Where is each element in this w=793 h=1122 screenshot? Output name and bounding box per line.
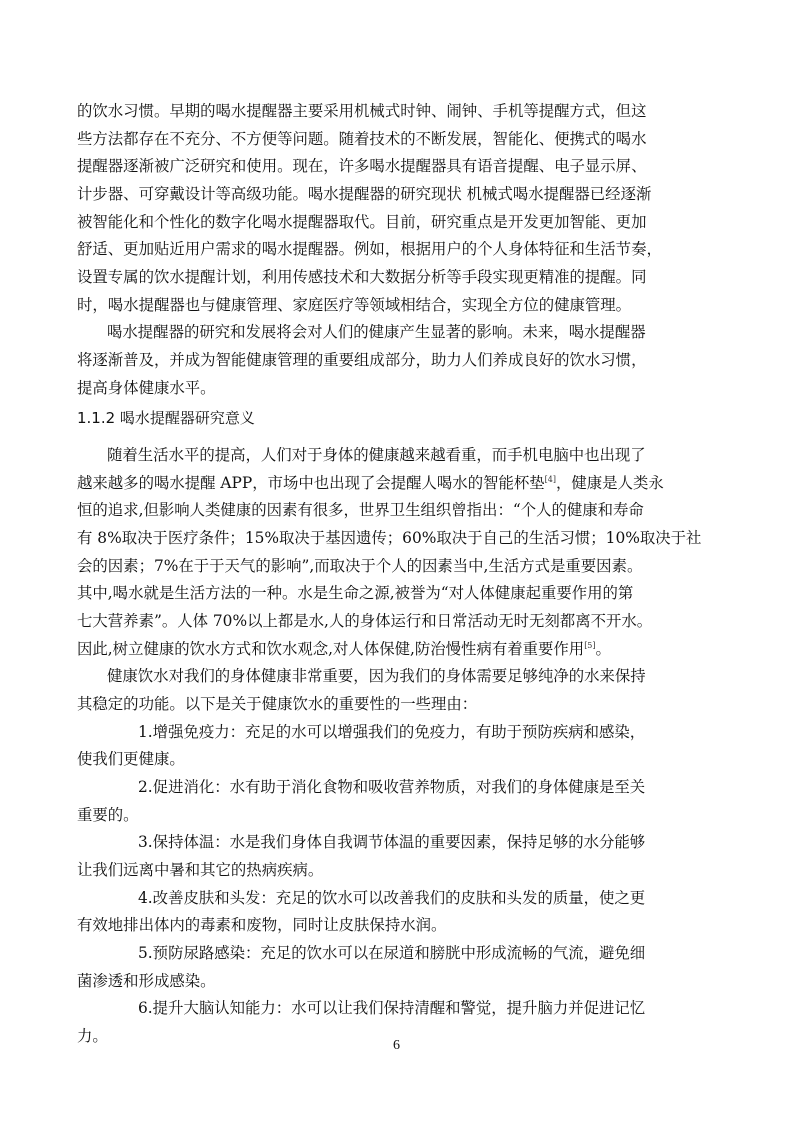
list-item-line: 力。 [77,1027,108,1045]
paragraph-line: 被智能化和个性化的数字化喝水提醒器取代。目前，研究重点是开发更加智能、更加 [77,213,647,231]
paragraph-line: 提高身体健康水平。 [77,379,216,397]
paragraph-line: 会的因素；7%在于于天气的影响”,而取决于个人的因素当中,生活方式是重要因素。 [77,557,643,575]
line-text: ，健康是人类永 [556,474,664,492]
paragraph-line: 七大营养素”。人体 70%以上都是水,人的身体运行和日常活动无时无刻都离不开水。 [77,612,653,630]
list-item-line: 有效地排出体内的毒素和废物，同时让皮肤保持水润。 [77,916,447,934]
paragraph-line [77,473,664,493]
paragraph-line: 有 8%取决于医疗条件；15%取决于基因遗传；60%取决于自己的生活习惯；10%取决于社 [77,529,702,547]
line-text: 因此,树立健康的饮水方式和饮水观念,对人体保健,防治慢性病有着重要作用 [77,640,585,658]
paragraph-line: 时，喝水提醒器也与健康管理、家庭医疗等领域相结合，实现全方位的健康管理。 [77,296,632,314]
paragraph-line: 其稳定的功能。以下是关于健康饮水的重要性的一些理由： [77,695,478,713]
list-item-line: 重要的。 [77,806,139,824]
paragraph-line: 设置专属的饮水提醒计划，利用传感技术和大数据分析等手段实现更精准的提醒。同 [77,268,647,286]
list-item-line: 菌渗透和形成感染。 [77,972,216,990]
list-item-line: 使我们更健康。 [77,750,185,768]
list-item-line: 3.保持体温：水是我们身体自我调节体温的重要因素，保持足够的水分能够 [138,833,646,851]
list-item-line: 6.提升大脑认知能力：水可以让我们保持清醒和警觉，提升脑力并促进记忆 [138,999,646,1017]
paragraph-line: 健康饮水对我们的身体健康非常重要，因为我们的身体需要足够纯净的水来保持 [107,667,646,685]
paragraph-line: 的饮水习惯。早期的喝水提醒器主要采用机械式时钟、闹钟、手机等提醒方式，但这 [77,102,647,120]
page-number: 6 [393,1038,400,1053]
paragraph-line: 些方法都存在不充分、不方便等问题。随着技术的不断发展，智能化、便携式的喝水 [77,130,647,148]
list-item-line: 5.预防尿路感染：充足的饮水可以在尿道和膀胱中形成流畅的气流，避免细 [138,944,646,962]
section-heading: 1.1.2 喝水提醒器研究意义 [77,409,255,427]
paragraph-line: 将逐渐普及，并成为智能健康管理的重要组成部分，助力人们养成良好的饮水习惯， [77,351,647,369]
citation-ref: [5] [584,641,596,650]
list-item-line: 2.促进消化：水有助于消化食物和吸收营养物质，对我们的身体健康是至关 [138,778,646,796]
paragraph-line: 恒的追求,但影响人类健康的因素有很多，世界卫生组织曾指出：“个人的健康和寿命 [77,501,644,519]
line-text: 。 [595,640,611,658]
line-text: 越来越多的喝水提醒 APP，市场中也出现了会提醒人喝水的智能杯垫 [77,474,545,492]
paragraph-line: 提醒器逐渐被广泛研究和使用。现在，许多喝水提醒器具有语音提醒、电子显示屏、 [77,157,647,175]
paragraph-line: 随着生活水平的提高，人们对于身体的健康越来越看重，而手机电脑中也出现了 [107,446,646,464]
paragraph-line [77,639,611,659]
paragraph-line: 计步器、可穿戴设计等高级功能。喝水提醒器的研究现状 机械式喝水提醒器已经逐渐 [77,185,652,203]
list-item-line: 让我们远离中暑和其它的热病疾病。 [77,861,324,879]
list-item-line: 4.改善皮肤和头发：充足的饮水可以改善我们的皮肤和头发的质量，使之更 [138,889,646,907]
paragraph-line: 其中,喝水就是生活方法的一种。水是生命之源,被誉为“对人体健康起重要作用的第 [77,584,634,602]
citation-ref: [4] [544,475,556,484]
paragraph-line: 舒适、更加贴近用户需求的喝水提醒器。例如，根据用户的个人身体特征和生活节奏， [77,240,662,258]
list-item-line: 1.增强免疫力：充足的水可以增强我们的免疫力，有助于预防疾病和感染， [138,723,646,741]
paragraph-line: 喝水提醒器的研究和发展将会对人们的健康产生显著的影响。未来，喝水提醒器 [107,323,646,341]
